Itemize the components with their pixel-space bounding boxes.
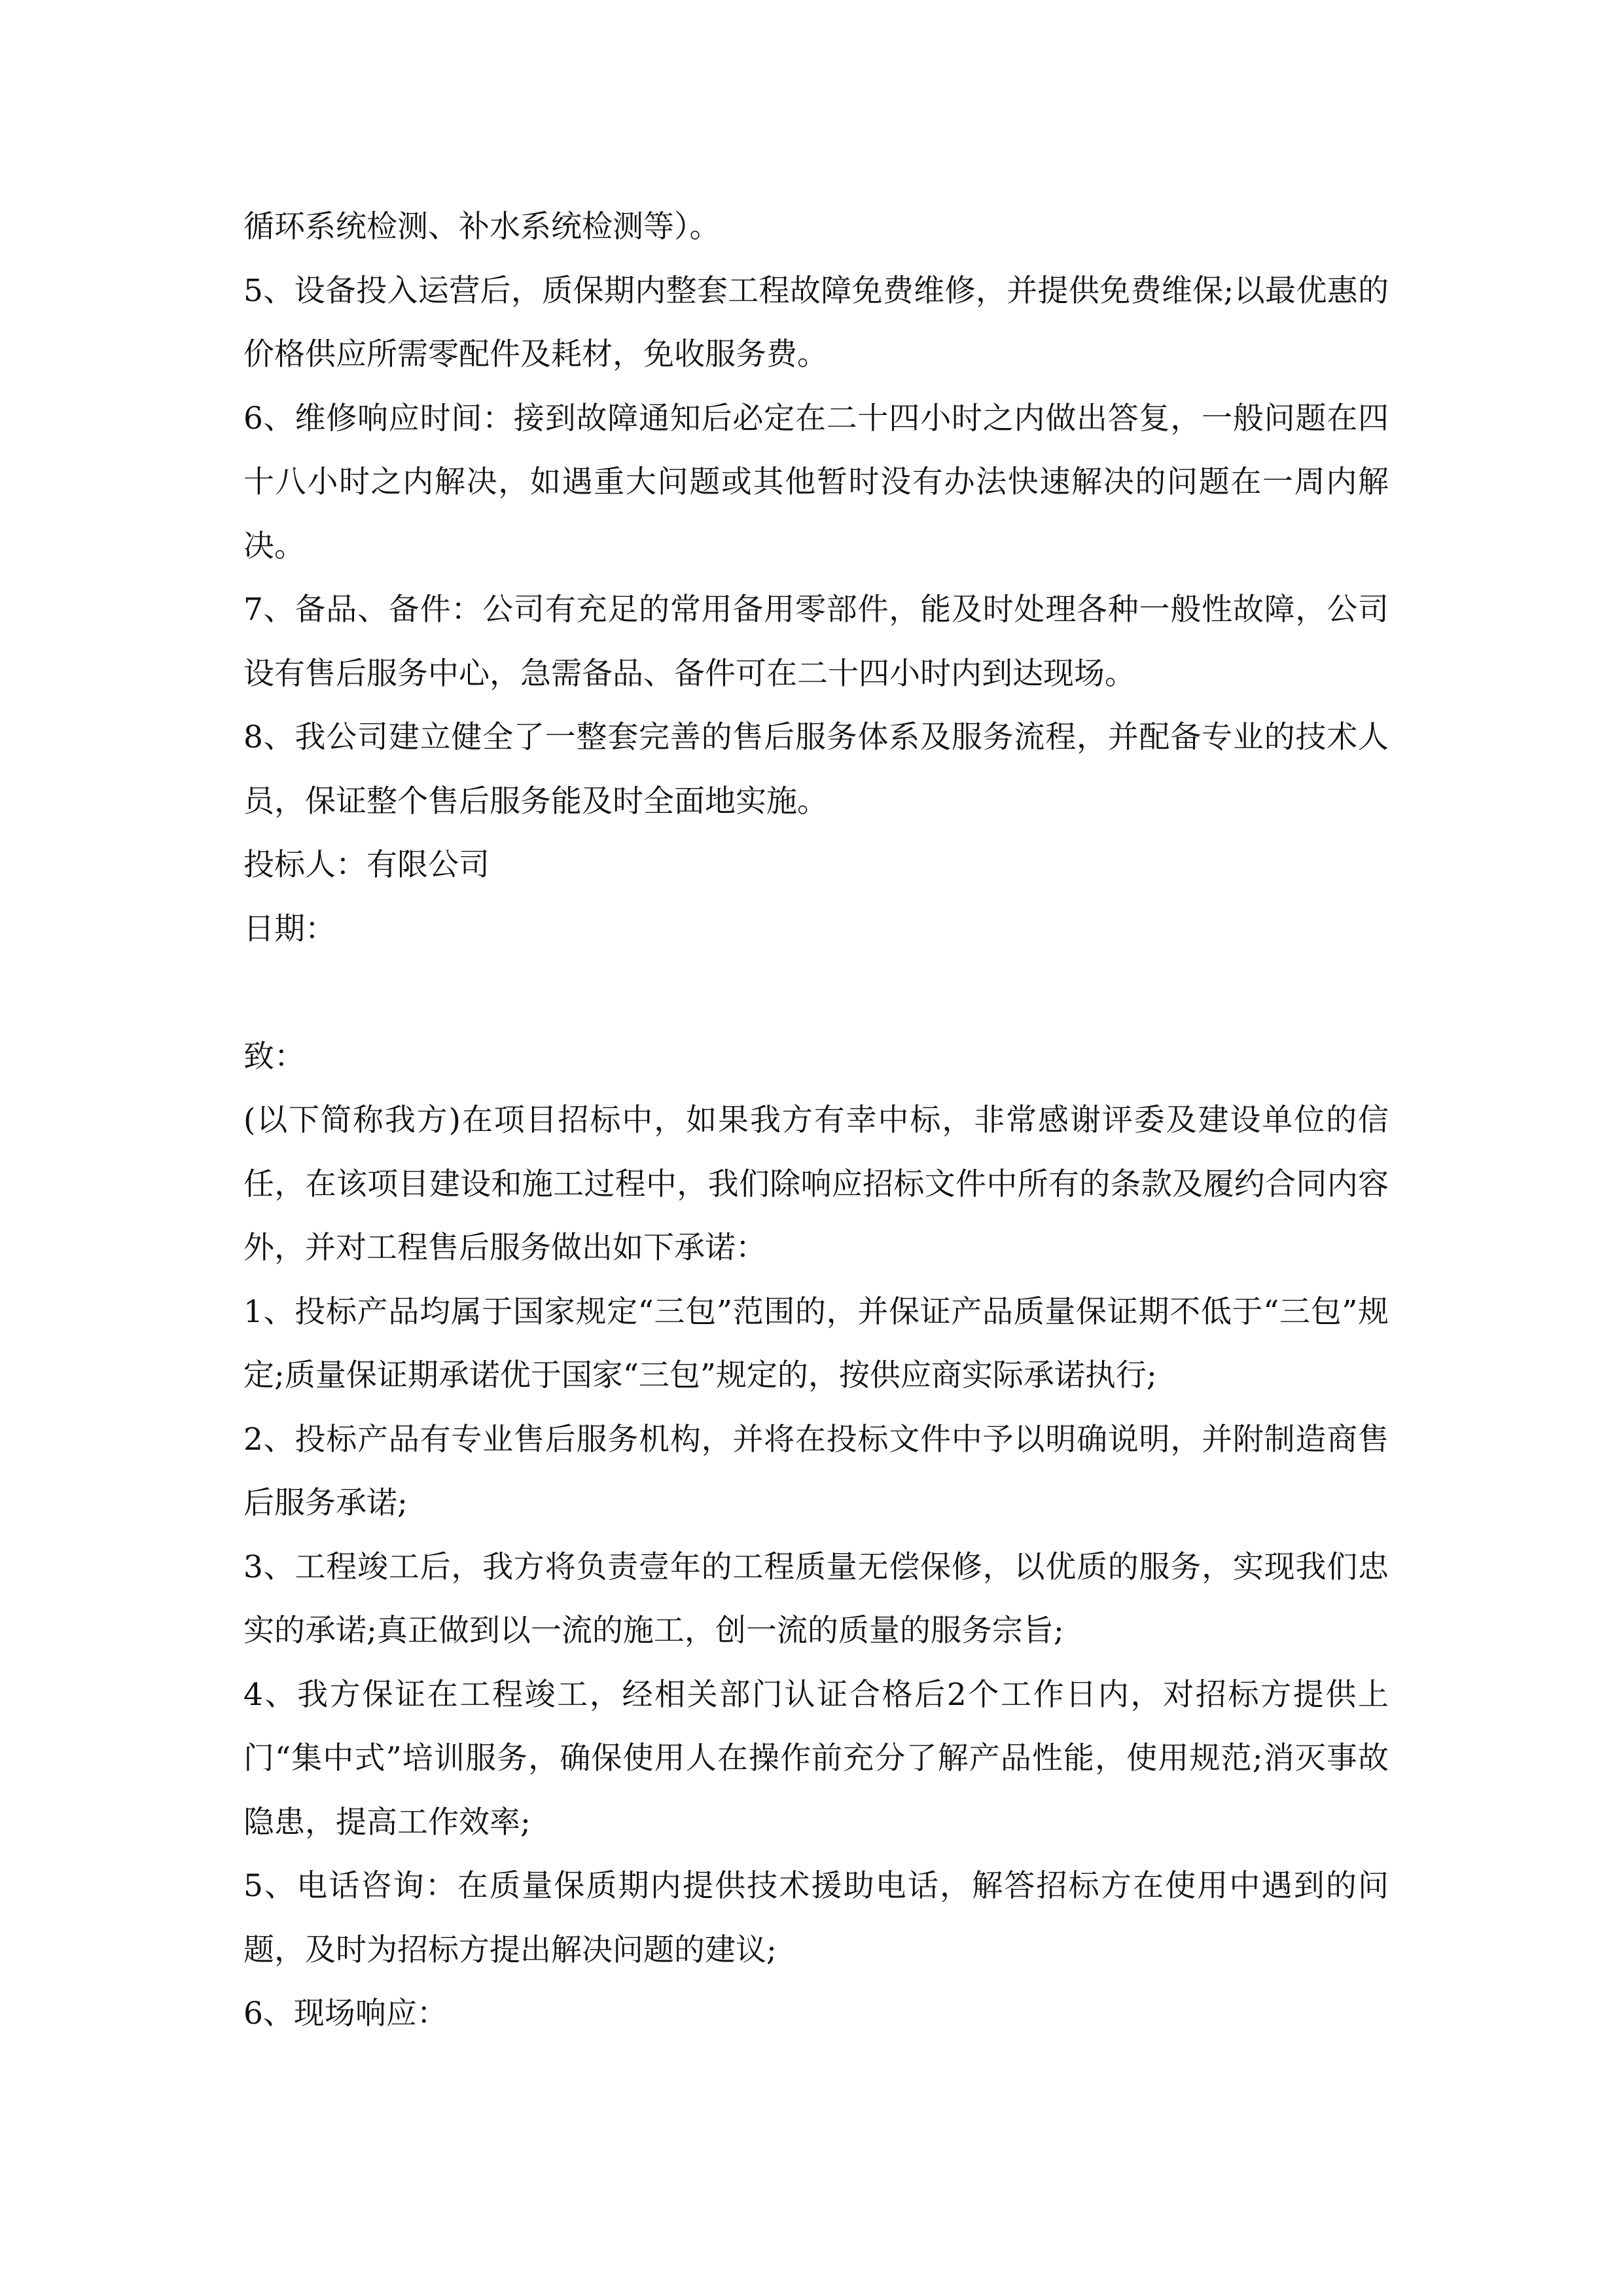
paragraph-item-5-warranty: 5、设备投入运营后，质保期内整套工程故障免费维修，并提供免费维保;以最优惠的价格供应所需零配件及耗材，免收服务费。 [243, 272, 1389, 372]
paragraph-item-1-three-guarantees: 1、投标产品均属于国家规定“三包”范围的，并保证产品质量保证期不低于“三包”规定;质量保证期承诺优于国家“三包”规定的，按供应商实际承诺执行; [243, 1293, 1389, 1393]
paragraph-continuation: 循环系统检测、补水系统检测等）。 [243, 209, 721, 245]
paragraph-item-6-onsite-response: 6、现场响应： [243, 1996, 448, 2032]
paragraph-intro: (以下简称我方)在项目招标中，如果我方有幸中标，非常感谢评委及建设单位的信任，在该项目建设和施工过程中，我们除响应招标文件中所有的条款及履约合同内容外，并对工程售后服务做出如下承诺： [243, 1102, 1389, 1266]
paragraph-item-4-training: 4、我方保证在工程竣工，经相关部门认证合格后2个工作日内，对招标方提供上门“集中式”培训服务，确保使用人在操作前充分了解产品性能，使用规范;消灭事故隐患，提高工作效率; [243, 1676, 1389, 1840]
paragraph-item-3-free-repair: 3、工程竣工后，我方将负责壹年的工程质量无偿保修，以优质的服务，实现我们忠实的承诺;真正做到以一流的施工，创一流的质量的服务宗旨; [243, 1549, 1389, 1649]
paragraph-item-5-phone-consult: 5、电话咨询：在质量保质期内提供技术援助电话，解答招标方在使用中遇到的问题，及时为招标方提出解决问题的建议; [243, 1868, 1389, 1968]
paragraph-item-8-service-system: 8、我公司建立健全了一整套完善的售后服务体系及服务流程，并配备专业的技术人员，保证整个售后服务能及时全面地实施。 [243, 719, 1389, 819]
bidder-line: 投标人：有限公司 [243, 847, 490, 883]
paragraph-item-7-spare-parts: 7、备品、备件：公司有充足的常用备用零部件，能及时处理各种一般性故障，公司设有售后服务中心，急需备品、备件可在二十四小时内到达现场。 [243, 592, 1389, 692]
section-gap [243, 961, 1389, 1025]
salutation: 致： [243, 1038, 305, 1075]
document-body [243, 195, 1389, 2046]
paragraph-item-2-service-agency: 2、投标产品有专业售后服务机构，并将在投标文件中予以明确说明，并附制造商售后服务承诺; [243, 1421, 1389, 1521]
date-line: 日期： [243, 910, 336, 947]
paragraph-item-6-response-time: 6、维修响应时间：接到故障通知后必定在二十四小时之内做出答复，一般问题在四十八小时之内解决，如遇重大问题或其他暂时没有办法快速解决的问题在一周内解决。 [243, 400, 1389, 564]
